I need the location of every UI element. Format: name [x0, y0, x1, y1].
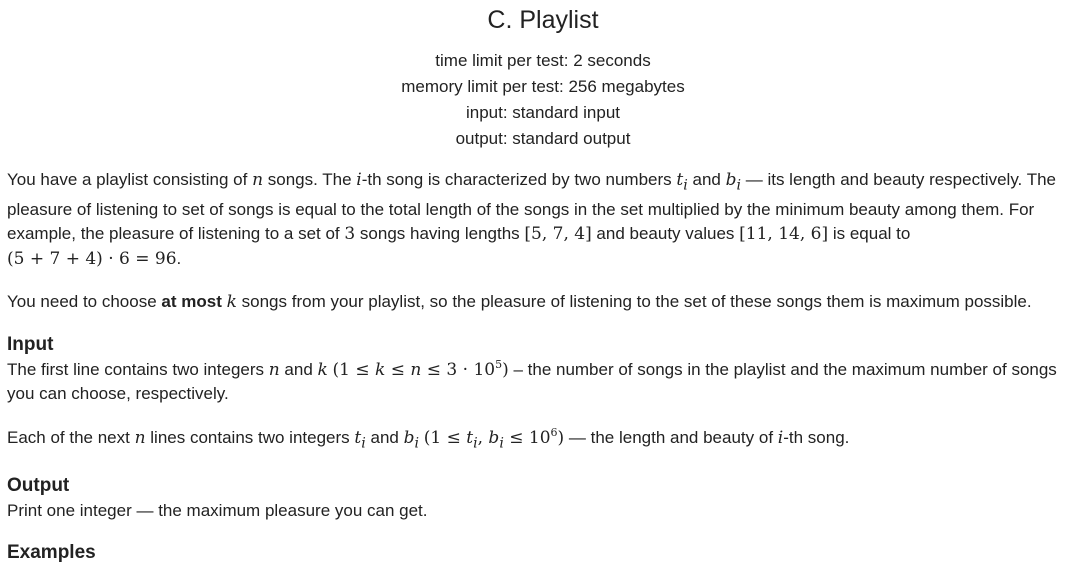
- math-var: n: [252, 170, 264, 190]
- math-var: $b_i$: [403, 427, 419, 452]
- emphasis: at most: [161, 292, 222, 312]
- math-expr: $(1 \le k \le n \le 3 \cdot 10^5)$: [332, 357, 509, 380]
- math-var: n: [268, 359, 280, 380]
- math-expr: (5 + 7 + 4) · 6 = 96: [7, 248, 177, 269]
- math-expr: 3: [344, 224, 356, 245]
- math-var: $t_i$: [676, 170, 688, 194]
- input-file: input: standard input: [465, 103, 621, 122]
- problem-title: C. Playlist: [487, 6, 599, 34]
- output-paragraph: Print one integer — the maximum pleasure you can get.: [7, 500, 428, 520]
- time-limit: time limit per test: 2 seconds: [435, 51, 651, 70]
- statement-paragraph-1: You have a playlist consisting of n songs. The i-th song is characterized by two numbers $t_i$ and $b_i$ — its length and beauty respectively. The pleasure of listening to set of songs is equal to the total length of the songs in the set multiplied by the minimum beauty among them. For example, the pleasure of listening to a set of 3 songs having lengths [5, 7, 4] and beauty values [11, 14, 6] is equal to (5 + 7 + 4) · 6 = 96.: [7, 170, 1056, 269]
- math-var: i: [356, 170, 362, 190]
- math-var: n: [134, 427, 146, 448]
- input-section-title: Input: [7, 333, 54, 355]
- output-section-title: Output: [7, 474, 70, 496]
- examples-section-title: Examples: [7, 542, 96, 564]
- math-var: $b_i$: [725, 170, 741, 194]
- input-paragraph-1: The first line contains two integers n and k $(1 \le k \le n \le 3 \cdot 10^5)$ – the number of songs in the playlist and the maximum number of songs you can choose, respectively.: [7, 357, 1057, 404]
- problem-statement: [7, 168, 1076, 564]
- output-file: output: standard output: [455, 129, 631, 148]
- math-expr: [11, 14, 6]: [739, 224, 829, 245]
- math-var: $t_i$: [354, 427, 366, 452]
- math-var: i: [777, 427, 784, 448]
- math-var: k: [317, 359, 328, 380]
- memory-limit: memory limit per test: 256 megabytes: [401, 77, 685, 96]
- statement-paragraph-2: You need to choose at most k songs from your playlist, so the pleasure of listening to the set of these songs them is maximum possible.: [7, 292, 1032, 313]
- input-paragraph-2: Each of the next n lines contains two integers $t_i$ and $b_i$ ($1 \le t_i$, $b_i \le 10^6$) — the length and beauty of i-th song.: [7, 425, 850, 452]
- math-expr: ($1 \le t_i$, $b_i \le 10^6$): [423, 425, 565, 452]
- problem-header: [0, 0, 1086, 152]
- math-expr: [5, 7, 4]: [524, 224, 592, 245]
- math-var: k: [226, 292, 237, 313]
